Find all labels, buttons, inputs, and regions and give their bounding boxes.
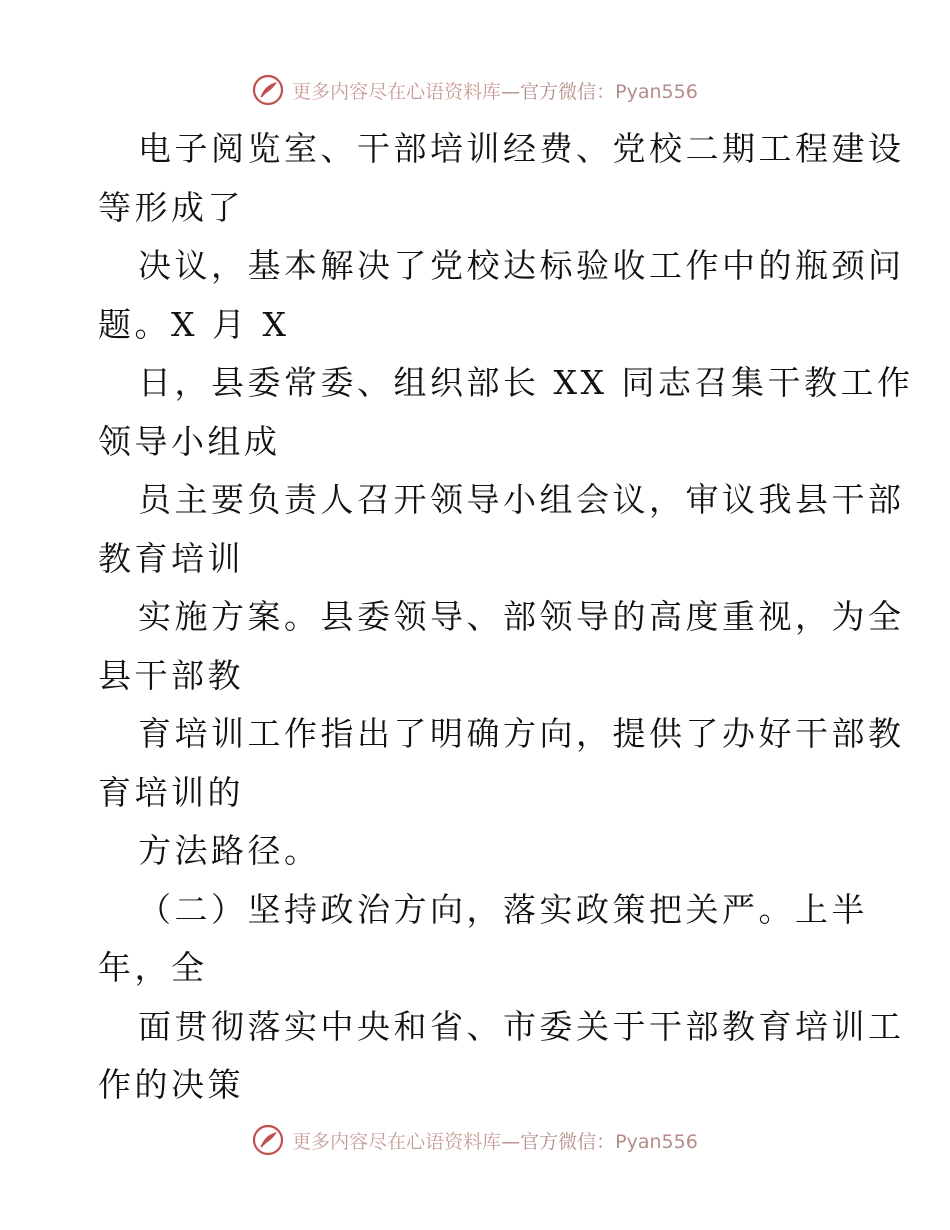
quill-circle-logo-icon: [252, 1124, 284, 1156]
paragraph-line: [98, 237, 905, 354]
line-indented: 实施方案。县委领导、部领导的高度重视，为全: [138, 597, 905, 636]
watermark-brand: 更多内容尽在心语资料库: [292, 1130, 502, 1153]
line-indented: 决议，基本解决了党校达标验收工作中的瓶颈问: [138, 246, 905, 285]
document-body: [98, 120, 914, 1115]
paragraph-line: [98, 471, 905, 588]
line-wrap: 作的决策: [98, 1065, 244, 1104]
line-wrap: 题。X 月 X: [98, 304, 290, 344]
paragraph-line: [98, 588, 905, 705]
line-wrap: 育培训的: [98, 772, 244, 812]
quill-circle-logo-icon: [252, 74, 284, 106]
paragraph-line: [98, 822, 858, 881]
paragraph-line: [98, 120, 905, 237]
watermark-wechat: 官方微信：Pyan556: [520, 1130, 698, 1153]
watermark-text: [292, 1127, 698, 1154]
line-wrap: 领导小组成: [98, 421, 281, 461]
paragraph-line: [98, 998, 905, 1115]
line-indented: （二）坚持政治方向，落实政策把关严。上半: [138, 889, 868, 929]
line-wrap: 年，全: [98, 948, 208, 987]
line-indented: 电子阅览室、干部培训经费、党校二期工程建设: [138, 129, 905, 168]
line-indented: 育培训工作指出了明确方向，提供了办好干部教: [138, 714, 905, 753]
line-wrap: 教育培训: [98, 538, 244, 578]
line-indented: 方法路径。: [138, 831, 321, 870]
footer-watermark: [0, 1120, 950, 1160]
line-indented: 面贯彻落实中央和省、市委关于干部教育培训工: [138, 1006, 905, 1046]
watermark-dash: —: [501, 1130, 521, 1153]
watermark-brand: 更多内容尽在心语资料库: [292, 80, 502, 103]
paragraph-line: [98, 881, 868, 998]
watermark-text: [292, 77, 698, 104]
line-wrap: 等形成了: [98, 187, 244, 227]
paragraph-line: [98, 354, 914, 471]
line-wrap: 县干部教: [98, 655, 244, 695]
watermark-wechat: 官方微信：Pyan556: [520, 80, 698, 103]
line-indented: 员主要负责人召开领导小组会议，审议我县干部: [138, 480, 905, 519]
header-watermark: [0, 70, 950, 110]
watermark-dash: —: [501, 80, 521, 103]
paragraph-line: [98, 705, 905, 822]
line-indented: 日，县委常委、组织部长 XX 同志召集干教工作: [138, 363, 914, 402]
